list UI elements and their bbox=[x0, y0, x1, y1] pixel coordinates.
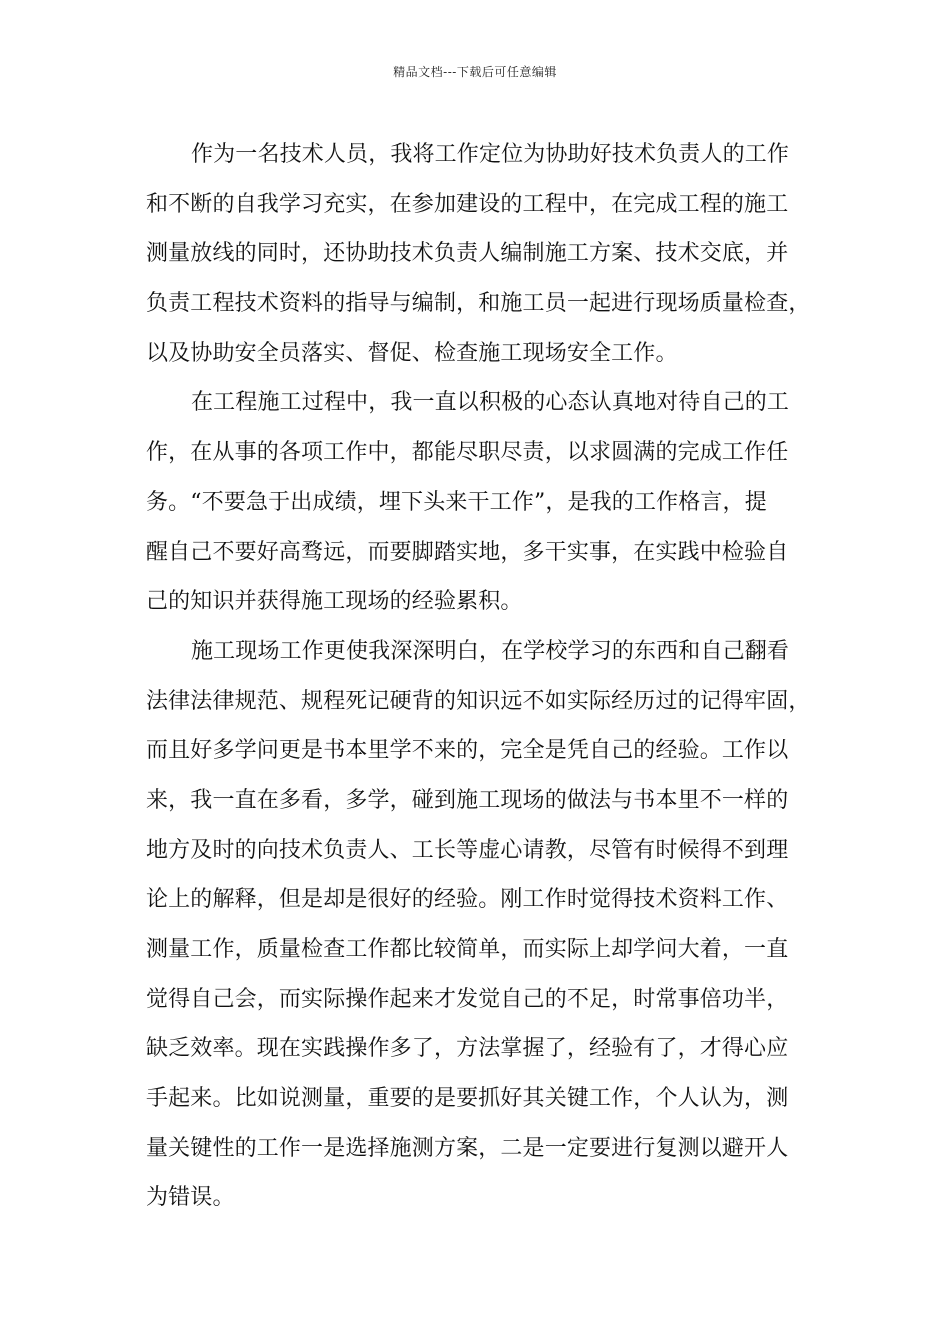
text-line: 负责工程技术资料的指导与编制，和施工员一起进行现场质量检查， bbox=[146, 291, 811, 317]
text-line: 论上的解释，但是却是很好的经验。刚工作时觉得技术资料工作、 bbox=[146, 887, 789, 913]
text-line: 施工现场工作更使我深深明白，在学校学习的东西和自己翻看 bbox=[191, 638, 790, 664]
text-line: 务。“不要急于出成绩，埋下头来干工作”，是我的工作格言，提 bbox=[146, 489, 767, 515]
document-body bbox=[146, 130, 836, 1223]
text-line: 测量工作，质量检查工作都比较简单，而实际上却学问大着，一直 bbox=[146, 937, 789, 962]
text-line: 作，在从事的各项工作中，都能尽职尽责，以求圆满的完成工作任 bbox=[146, 440, 789, 466]
text-line: 为错误。 bbox=[146, 1185, 235, 1211]
text-line: 在工程施工过程中，我一直以积极的心态认真地对待自己的工 bbox=[191, 390, 790, 416]
text-line: 己的知识并获得施工现场的经验累积。 bbox=[146, 589, 523, 615]
text-line: 法律法律规范、规程死记硬背的知识远不如实际经历过的记得牢固， bbox=[146, 688, 811, 714]
text-line: 醒自己不要好高骛远，而要脚踏实地，多干实事，在实践中检验自 bbox=[146, 539, 789, 565]
text-line: 以及协助安全员落实、督促、检查施工现场安全工作。 bbox=[146, 340, 678, 366]
text-line: 地方及时的向技术负责人、工长等虚心请教，尽管有时候得不到理 bbox=[146, 837, 789, 863]
page-header: 精品文档---下载后可任意编辑 bbox=[393, 65, 557, 79]
text-line: 手起来。比如说测量，重要的是要抓好其关键工作，个人认为，测 bbox=[146, 1086, 789, 1112]
text-line: 作为一名技术人员，我将工作定位为协助好技术负责人的工作 bbox=[191, 142, 790, 167]
paragraph-3 bbox=[146, 627, 836, 1223]
text-line: 而且好多学问更是书本里学不来的，完全是凭自己的经验。工作以 bbox=[146, 738, 789, 764]
text-line: 量关键性的工作一是选择施测方案，二是一定要进行复测以避开人 bbox=[146, 1135, 789, 1161]
paragraph-2 bbox=[146, 378, 836, 626]
paragraph-1 bbox=[146, 130, 836, 378]
text-line: 和不断的自我学习充实，在参加建设的工程中，在完成工程的施工 bbox=[146, 191, 789, 217]
text-line: 测量放线的同时，还协助技术负责人编制施工方案、技术交底，并 bbox=[146, 241, 789, 267]
text-line: 缺乏效率。现在实践操作多了，方法掌握了，经验有了，才得心应 bbox=[146, 1036, 789, 1062]
text-line: 来，我一直在多看，多学，碰到施工现场的做法与书本里不一样的 bbox=[146, 787, 789, 813]
text-line: 觉得自己会，而实际操作起来才发觉自己的不足，时常事倍功半， bbox=[146, 986, 789, 1012]
